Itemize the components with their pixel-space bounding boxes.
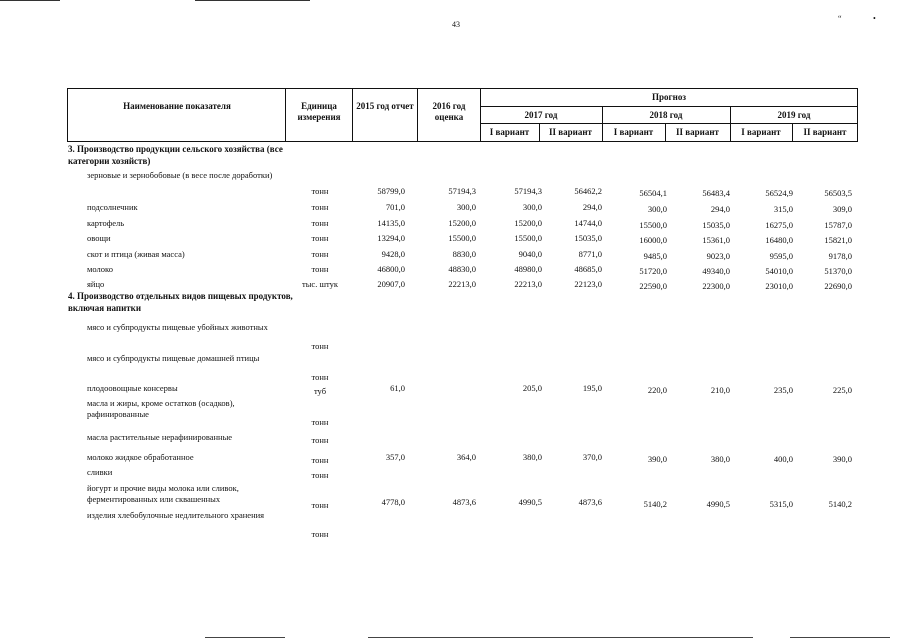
row-value: 16000,0 [639,235,667,245]
row-unit: тонн [311,417,329,427]
row-value: 220,0 [647,385,667,395]
corner-mark: • [873,14,876,23]
row-value: 48830,0 [448,264,476,274]
row-value: 49340,0 [702,266,730,276]
row-value: 15361,0 [702,235,730,245]
row-value: 205,0 [522,383,542,393]
header-variant-1: I вариант [613,127,654,137]
row-name: молоко [87,264,113,274]
row-name: скот и птица (живая масса) [87,249,185,259]
row-value: 390,0 [832,454,852,464]
row-value: 4778,0 [381,497,405,507]
row-value: 380,0 [522,452,542,462]
header-variant-1: I вариант [489,127,530,137]
row-name: молоко жидкое обработанное [87,452,194,462]
row-value: 16480,0 [765,235,793,245]
scan-edge-line [790,637,890,638]
header-forecast: Прогноз [652,92,686,102]
header-name: Наименование показателя [123,101,231,111]
header-unit: Единица измерения [297,101,341,122]
row-name: масла и жиры, кроме остатков (осадков), рафинированные [87,398,235,419]
header-2017: 2017 год [524,110,558,120]
scan-edge-line [205,637,285,638]
row-name: масла растительные нерафинированные [87,432,233,442]
row-unit: тонн [311,218,329,228]
header-2018: 2018 год [649,110,683,120]
row-value: 5315,0 [769,499,793,509]
row-value: 4873,6 [452,497,476,507]
row-value: 56462,2 [574,186,602,196]
row-value: 4990,5 [706,499,730,509]
row-name: йогурт и прочие виды молока или сливок, ферментированных или сквашенных [87,483,239,504]
row-value: 300,0 [456,202,476,212]
row-unit: тонн [311,264,329,274]
table-header [67,88,858,142]
header-variant-2: II вариант [803,127,847,137]
row-value: 9485,0 [643,251,667,261]
row-value: 23010,0 [765,281,793,291]
row-value: 56503,5 [824,188,852,198]
row-value: 4873,6 [578,497,602,507]
row-unit: тонн [311,455,329,465]
row-name: плодоовощные консервы [87,383,178,393]
row-value: 294,0 [582,202,602,212]
row-value: 48980,0 [514,264,542,274]
row-value: 15500,0 [448,233,476,243]
row-value: 15500,0 [639,220,667,230]
scan-edge-line [0,0,60,1]
section-4-title: 4. Производство отдельных видов пищевых продуктов, включая напитки [68,291,293,313]
row-value: 4990,5 [518,497,542,507]
row-unit: тонн [311,500,329,510]
row-unit: тыс. штук [302,279,338,289]
row-value: 13294,0 [377,233,405,243]
row-value: 300,0 [522,202,542,212]
row-value: 294,0 [710,204,730,214]
row-value: 364,0 [456,452,476,462]
row-name: овощи [87,233,111,243]
row-value: 54010,0 [765,266,793,276]
row-value: 20907,0 [377,279,405,289]
row-name: сливки [87,467,113,477]
row-value: 701,0 [385,202,405,212]
row-value: 56524,9 [765,188,793,198]
row-value: 57194,3 [514,186,542,196]
row-value: 56483,4 [702,188,730,198]
row-value: 22690,0 [824,281,852,291]
row-value: 8830,0 [452,249,476,259]
header-variant-2: II вариант [549,127,592,137]
row-value: 14744,0 [574,218,602,228]
scan-edge-line [195,0,310,1]
header-variant-1: I вариант [741,127,781,137]
row-unit: тонн [311,186,329,196]
header-2019: 2019 год [777,110,811,120]
row-unit: тонн [311,249,329,259]
row-value: 22123,0 [574,279,602,289]
row-value: 15821,0 [824,235,852,245]
row-value: 48685,0 [574,264,602,274]
row-value: 9178,0 [828,251,852,261]
row-value: 15200,0 [448,218,476,228]
section-3-title: 3. Производство продукции сельского хозяйства (все категории хозяйств) [68,144,283,166]
row-value: 15787,0 [824,220,852,230]
row-unit: тонн [311,233,329,243]
row-value: 400,0 [773,454,793,464]
row-value: 15500,0 [514,233,542,243]
row-unit: тонн [311,372,329,382]
row-value: 195,0 [582,383,602,393]
row-value: 14135,0 [377,218,405,228]
row-value: 15200,0 [514,218,542,228]
row-value: 22590,0 [639,281,667,291]
row-value: 380,0 [710,454,730,464]
row-value: 57194,3 [448,186,476,196]
row-value: 9040,0 [518,249,542,259]
header-variant-2: II вариант [676,127,719,137]
row-value: 235,0 [773,385,793,395]
row-name: яйцо [87,279,105,289]
row-value: 9023,0 [706,251,730,261]
row-value: 8771,0 [578,249,602,259]
row-value: 225,0 [832,385,852,395]
row-value: 315,0 [773,204,793,214]
row-value: 5140,2 [643,499,667,509]
row-value: 46800,0 [377,264,405,274]
row-name: мясо и субпродукты пищевые домашней птицы [87,353,260,363]
page-number: 43 [452,20,460,29]
corner-mark: “ [838,14,842,23]
row-name: подсолнечник [87,202,138,212]
row-unit: тонн [311,341,329,351]
row-value: 16275,0 [765,220,793,230]
row-name: зерновые и зернобобовые (в весе после доработки) [87,170,273,180]
row-value: 61,0 [390,383,405,393]
row-value: 5140,2 [828,499,852,509]
row-unit: тонн [311,470,329,480]
row-value: 300,0 [647,204,667,214]
row-name: изделия хлебобулочные недлительного хранения [87,510,265,520]
row-value: 51720,0 [639,266,667,276]
row-value: 9595,0 [769,251,793,261]
row-value: 390,0 [647,454,667,464]
row-value: 15035,0 [702,220,730,230]
header-2015: 2015 год отчет [356,101,414,111]
row-unit: туб [313,386,327,396]
row-value: 370,0 [582,452,602,462]
row-unit: тонн [311,202,329,212]
row-value: 22300,0 [702,281,730,291]
row-value: 56504,1 [639,188,667,198]
row-value: 210,0 [710,385,730,395]
row-unit: тонн [311,529,329,539]
scan-edge-line [368,637,753,638]
header-2016: 2016 год оценка [432,101,466,122]
row-value: 357,0 [385,452,405,462]
row-name: мясо и субпродукты пищевые убойных животных [87,322,268,332]
row-name: картофель [87,218,125,228]
row-unit: тонн [311,435,329,445]
row-value: 58799,0 [377,186,405,196]
row-value: 15035,0 [574,233,602,243]
row-value: 9428,0 [381,249,405,259]
row-value: 22213,0 [448,279,476,289]
row-value: 309,0 [832,204,852,214]
row-value: 22213,0 [514,279,542,289]
row-value: 51370,0 [824,266,852,276]
